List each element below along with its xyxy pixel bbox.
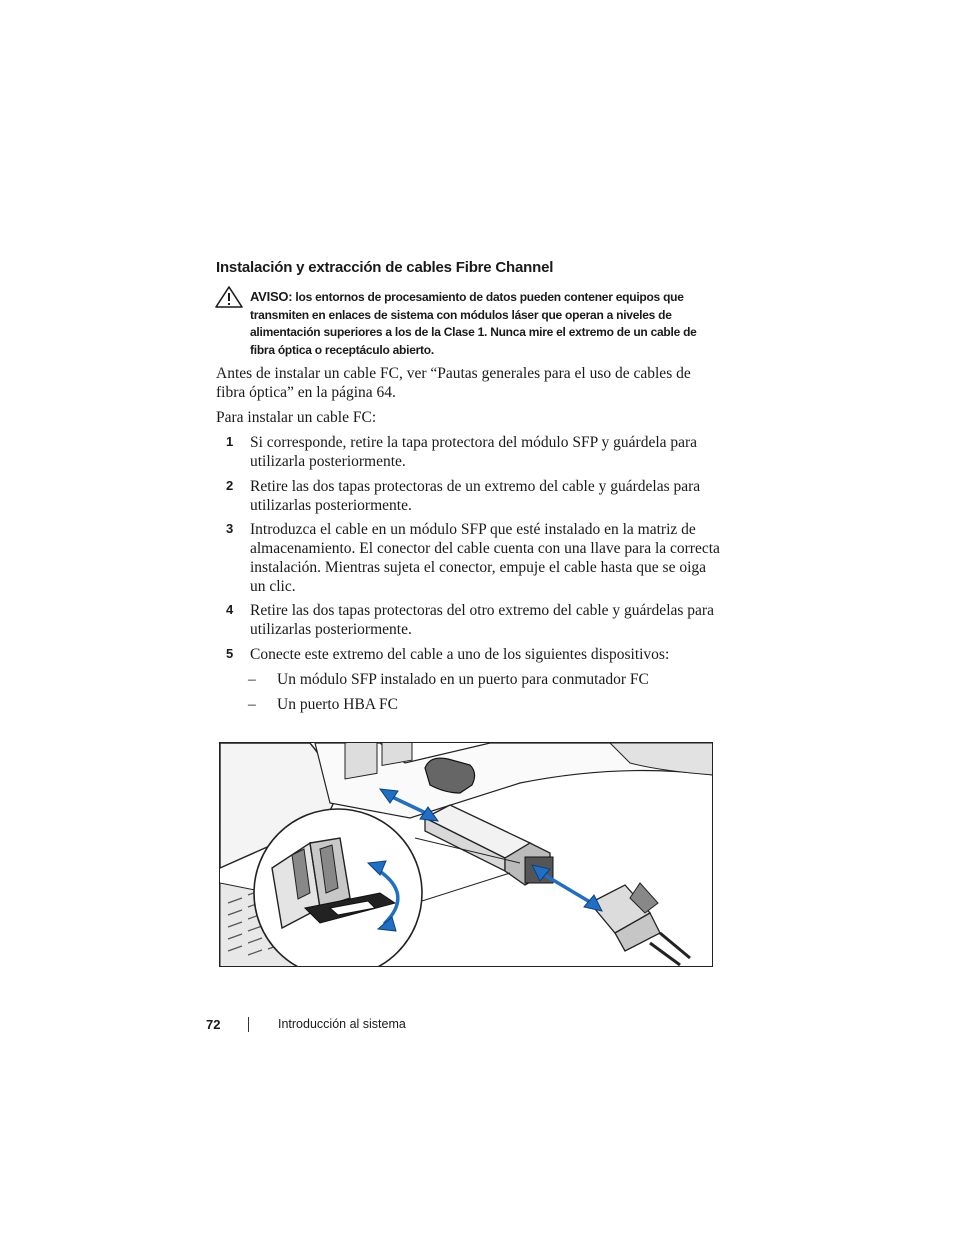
warning-notice (250, 288, 720, 359)
fc-cable-installation-figure (219, 742, 713, 967)
step-number: 4 (226, 602, 234, 617)
warning-text: los entornos de procesamiento de datos pueden contener equipos que transmiten en enlaces de sistema con módulos láser que operan a niveles de alimentación superiores a los de la Clase 1. Nunca mire el extremo de un cable de fibra óptica o receptáculo abierto. (250, 290, 697, 357)
step-number: 5 (226, 646, 234, 661)
step-text: Si corresponde, retire la tapa protectora del módulo SFP y guárdela para utilizarla posteriormente. (250, 434, 698, 470)
warning-icon (214, 285, 244, 309)
page-number: 72 (206, 1017, 221, 1032)
lead-paragraph: Para instalar un cable FC: (216, 409, 377, 426)
intro-paragraph: Antes de instalar un cable FC, ver “Pautas generales para el uso de cables de fibra óptica” en la página 64. (216, 365, 691, 401)
substep-dash: – (248, 696, 256, 713)
installation-illustration (220, 743, 713, 967)
step-text: Retire las dos tapas protectoras del otro extremo del cable y guárdelas para utilizarlas posteriormente. (250, 602, 714, 638)
section-heading: Instalación y extracción de cables Fibre Channel (216, 259, 554, 276)
warning-label: AVISO: (250, 289, 293, 304)
step-number: 3 (226, 521, 234, 536)
substep-text: Un módulo SFP instalado en un puerto para conmutador FC (277, 671, 649, 688)
step-number: 1 (226, 434, 234, 449)
step-text: Retire las dos tapas protectoras de un extremo del cable y guárdelas para utilizarlas posteriormente. (250, 478, 701, 514)
step-number: 2 (226, 478, 234, 493)
step-text: Conecte este extremo del cable a uno de los siguientes dispositivos: (250, 646, 670, 663)
substep-dash: – (248, 671, 256, 688)
footer-section-title: Introducción al sistema (278, 1017, 406, 1031)
step-text: Introduzca el cable en un módulo SFP que esté instalado en la matriz de almacenamiento. El conector del cable cuenta con una llave para la correcta instalación. Mientras sujeta el conector, empuje el cable hasta que se oiga un clic. (250, 521, 720, 595)
footer-separator (248, 1017, 249, 1032)
substep-text: Un puerto HBA FC (277, 696, 398, 713)
